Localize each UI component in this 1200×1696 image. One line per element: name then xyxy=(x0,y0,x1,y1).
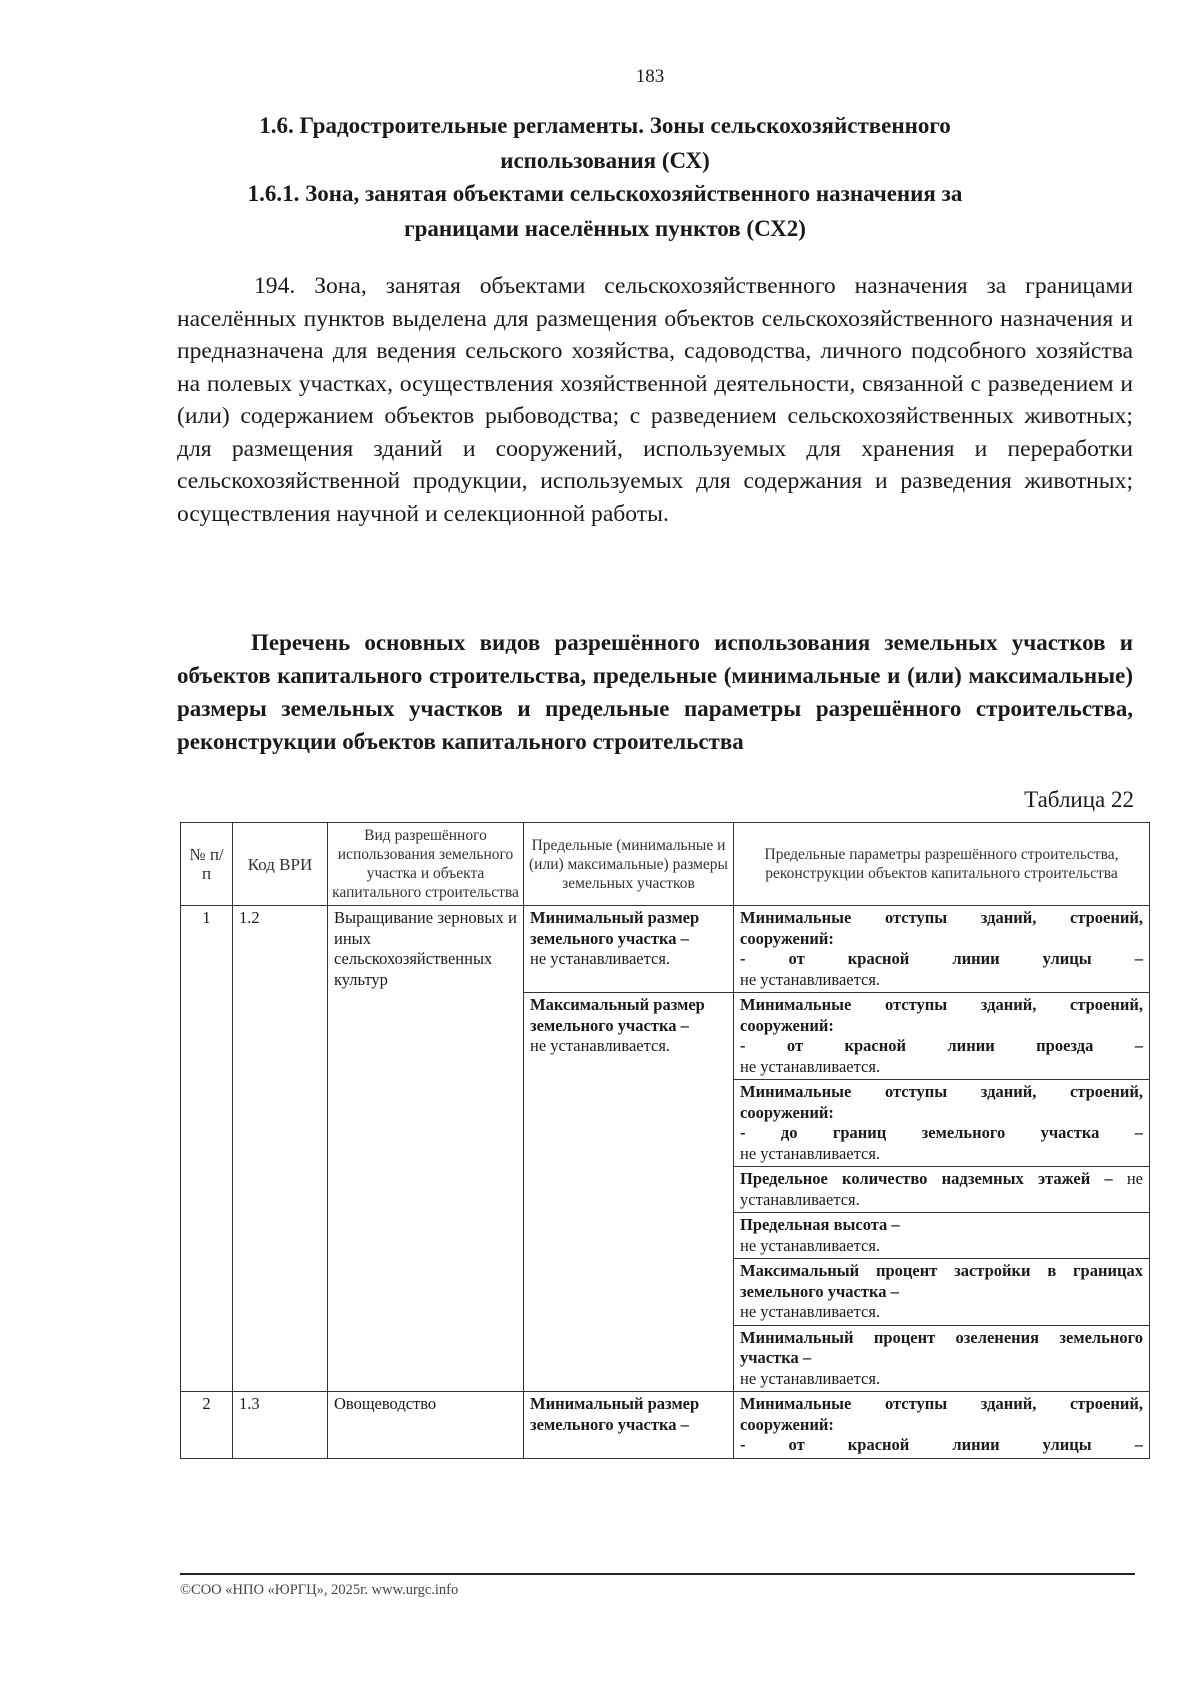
row1-param2 xyxy=(734,993,1150,1080)
row2-num: 2 xyxy=(181,1392,233,1459)
row1-param3-label: Минимальные отступы зданий, строений, сооружений: xyxy=(740,1082,1143,1122)
section-heading-line2: использования (СХ) xyxy=(500,148,710,173)
row1-code: 1.2 xyxy=(233,906,328,1392)
header-num: № п/п xyxy=(181,823,233,906)
row2-param1-label: Минимальные отступы зданий, строений, сооружений: xyxy=(740,1394,1143,1434)
row1-param1 xyxy=(734,906,1150,993)
header-sizes: Предельные (минимальные и (или) максимальные) размеры земельных участков xyxy=(524,823,734,906)
row2-code: 1.3 xyxy=(233,1392,328,1459)
row2-min-size xyxy=(524,1392,734,1459)
list-title-text: Перечень основных видов разрешённого использования земельных участков и объектов капитального строительства, предельные (минимальные и (или) максимальные) размеры земельных участков и предельные параметры разрешённого строительства, реконструкции объектов капитального строительства xyxy=(177,630,1133,754)
row1-param5 xyxy=(734,1213,1150,1259)
row2-param1-text: - от красной линии улицы – xyxy=(740,1435,1143,1454)
row1-param3-value: не устанавливается. xyxy=(740,1143,881,1163)
row1-param4-label: Предельное количество надземных этажей – xyxy=(740,1169,1113,1188)
row1-param1-value: не устанавливается. xyxy=(740,969,881,989)
row1-param6 xyxy=(734,1259,1150,1326)
section-heading xyxy=(40,108,1170,178)
row1-param4-value: не устанавливается. xyxy=(740,1169,1143,1209)
row1-type-text: Выращивание зерновых и иных сельскохозяйственных культур xyxy=(334,908,517,989)
row1-param7-label: Минимальный процент озеленения земельного участка – xyxy=(740,1327,1143,1367)
row1-type xyxy=(328,906,524,1392)
row1-param7-value: не устанавливается. xyxy=(740,1368,881,1388)
row1-param6-label: Максимальный процент застройки в границах земельного участка – xyxy=(740,1261,1143,1301)
list-title xyxy=(177,626,1133,758)
row1-param4 xyxy=(734,1167,1150,1213)
table-row xyxy=(181,1392,1150,1459)
row1-param6-value: не устанавливается. xyxy=(740,1302,881,1321)
permitted-use-table xyxy=(180,822,1150,1459)
row1-num: 1 xyxy=(181,906,233,1392)
page-number: 183 xyxy=(635,66,665,87)
row2-type: Овощеводство xyxy=(328,1392,524,1459)
subsection-heading-line2: границами населённых пунктов (СХ2) xyxy=(404,216,806,241)
paragraph-194 xyxy=(177,270,1133,530)
header-code: Код ВРИ xyxy=(233,823,328,906)
paragraph-number: 194. xyxy=(254,273,296,299)
row1-min-size-label: Минимальный размер земельного участка – xyxy=(530,908,700,948)
paragraph-text: Зона, занятая объектами сельскохозяйственного назначения за границами населённых пунктов выделена для размещения объектов сельскохозяйственного назначения и предназначена для ведения сельского хозяйства, садоводства, личного подсобного хозяйства на полевых участках, осуществления хозяйственной деятельности, связанной с разведением и (или) содержанием объектов рыбоводства; с разведением сельскохозяйственных животных; для размещения зданий и сооружений, используемых для хранения и переработки сельскохозяйственной продукции, используемых для содержания и разведения животных; осуществления научной и селекционной работы. xyxy=(177,273,1134,527)
subsection-heading-line1: 1.6.1. Зона, занятая объектами сельскохозяйственного назначения за xyxy=(247,181,963,206)
row1-min-size xyxy=(524,906,734,993)
subsection-heading xyxy=(40,176,1170,246)
footer-divider xyxy=(180,1573,1135,1575)
header-type: Вид разрешённого использования земельного участка и объекта капитального строительства xyxy=(328,823,524,906)
table-header-row xyxy=(181,823,1150,906)
row1-param1-text: - от красной линии улицы – xyxy=(740,949,1143,968)
row1-param1-label: Минимальные отступы зданий, строений, сооружений: xyxy=(740,908,1143,948)
row2-param1 xyxy=(734,1392,1150,1459)
row1-param2-label: Минимальные отступы зданий, строений, сооружений: xyxy=(740,995,1143,1035)
row1-param3 xyxy=(734,1080,1150,1167)
table-row xyxy=(181,906,1150,993)
row1-param3-text: - до границ земельного участка – xyxy=(740,1123,1143,1142)
row1-param2-text: - от красной линии проезда – xyxy=(740,1036,1143,1055)
row1-max-size-label: Максимальный размер земельного участка – xyxy=(530,995,705,1035)
section-heading-line1: 1.6. Градостроительные регламенты. Зоны сельскохозяйственного xyxy=(259,113,951,138)
footer-copyright: ©СОО «НПО «ЮРГЦ», 2025г. www.urgc.info xyxy=(180,1582,459,1598)
row1-param5-value: не устанавливается. xyxy=(740,1235,881,1255)
row1-param5-label: Предельная высота – xyxy=(740,1215,900,1234)
row1-param7 xyxy=(734,1325,1150,1392)
row1-param2-value: не устанавливается. xyxy=(740,1056,881,1076)
header-params: Предельные параметры разрешённого строительства, реконструкции объектов капитального строительства xyxy=(734,823,1150,906)
row1-max-size xyxy=(524,993,734,1392)
table-caption: Таблица 22 xyxy=(1024,787,1134,812)
row2-min-size-label: Минимальный размер земельного участка – xyxy=(530,1394,700,1434)
row1-min-size-value: не устанавливается. xyxy=(530,949,671,968)
row1-max-size-value: не устанавливается. xyxy=(530,1036,671,1055)
